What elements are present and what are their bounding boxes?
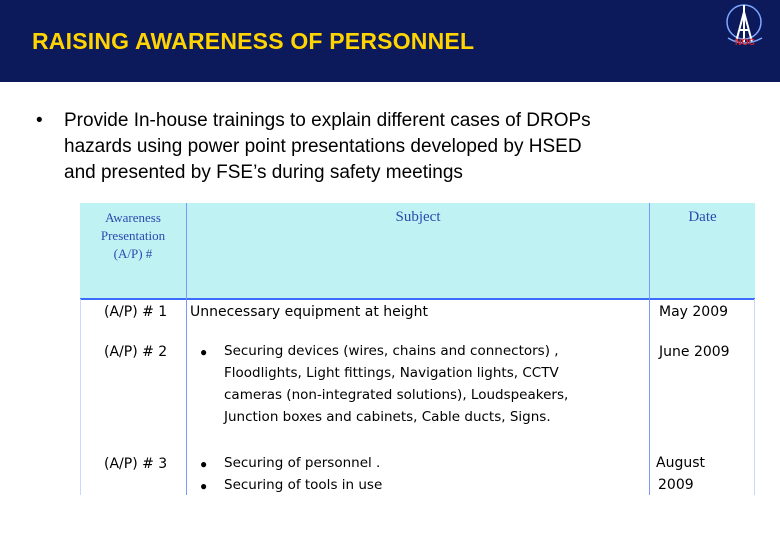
header-presentation-line: Awareness: [105, 210, 161, 225]
table-row-date: June 2009: [659, 344, 730, 360]
bullet-text: [64, 108, 724, 186]
table-row-subject: Unnecessary equipment at height: [190, 304, 428, 320]
logo-text: NOC: [735, 37, 755, 47]
header-date: Date: [688, 209, 717, 225]
header-cell-subject: [187, 203, 649, 299]
header-rule: [80, 298, 755, 300]
table-row-date: August 2009: [656, 455, 705, 493]
list-bullet-icon: ●: [200, 479, 208, 493]
table-row-subject: Securing of tools in use: [224, 477, 383, 493]
bullet-line: and presented by FSE’s during safety meetings: [64, 162, 463, 183]
table-row-id: (A/P) # 2: [104, 344, 168, 360]
table-row-id: (A/P) # 1: [104, 304, 168, 320]
slide-title: RAISING AWARENESS OF PERSONNEL: [32, 28, 475, 54]
table-row-id: (A/P) # 3: [104, 456, 168, 472]
bullet-line: hazards using power point presentations developed by HSED: [64, 136, 582, 157]
bullet-line: Provide In-house trainings to explain different cases of DROPs: [64, 110, 591, 131]
column-divider: [80, 299, 81, 495]
list-bullet-icon: ●: [200, 345, 208, 359]
header-subject: Subject: [395, 209, 441, 225]
column-divider: [186, 203, 187, 495]
table-row-subject: Securing of personnel .: [224, 455, 381, 471]
header-presentation-line: (A/P) #: [113, 246, 153, 261]
list-bullet-icon: ●: [200, 457, 208, 471]
table-row-subject: Securing devices (wires, chains and connectors) , Floodlights, Light fittings, Navigation lights, CCTV cameras (non-integrated solutions), Loudspeakers, Junction boxes and cabinets, Cable ducts, Signs.: [224, 343, 569, 425]
header-cell-presentation: [80, 203, 186, 299]
bullet-icon: •: [36, 110, 43, 131]
table-row-date: May 2009: [659, 304, 729, 320]
presentations-table: [80, 203, 755, 495]
header-presentation-line: Presentation: [100, 228, 166, 243]
title-bar: [0, 0, 780, 82]
column-divider: [754, 299, 755, 495]
header-cell-date: [650, 203, 755, 299]
column-divider: [649, 203, 650, 495]
